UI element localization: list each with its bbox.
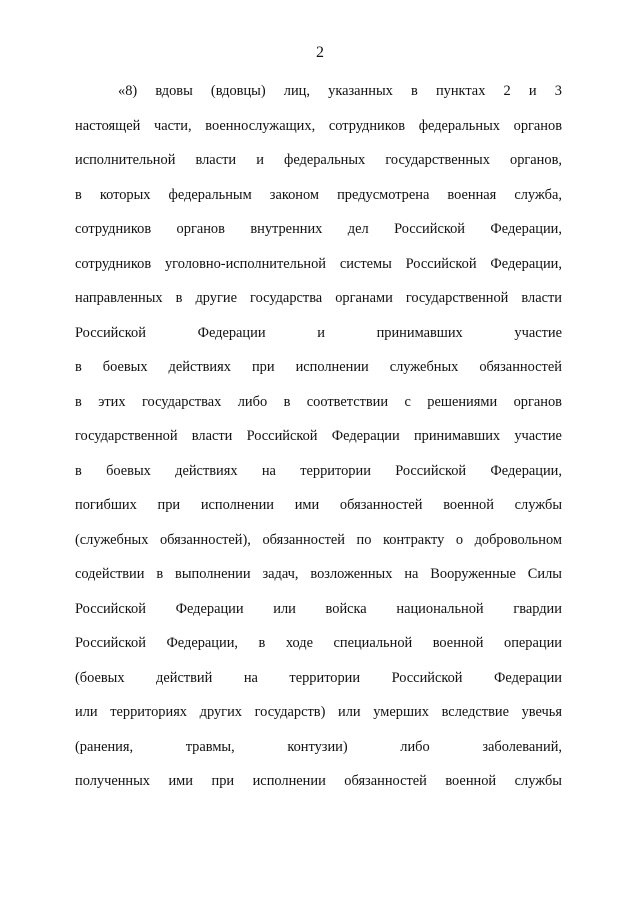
word: принимавших xyxy=(376,324,463,341)
text-line xyxy=(75,287,562,322)
word: государств) xyxy=(254,704,326,720)
word: 2 xyxy=(503,83,511,99)
word: национальной xyxy=(396,600,484,617)
word: в xyxy=(258,635,266,651)
word: лиц, xyxy=(283,83,310,99)
word: задач, xyxy=(262,566,299,582)
word: других xyxy=(199,704,242,720)
word: исполнении xyxy=(200,497,274,513)
word: в xyxy=(75,359,82,375)
word: участие xyxy=(514,428,562,444)
word: сотрудников xyxy=(75,221,152,237)
word: контракту xyxy=(382,531,445,548)
word: военной xyxy=(432,635,484,651)
word: обязанностей xyxy=(339,497,423,513)
word: обязанностей xyxy=(479,359,562,375)
word: «8) xyxy=(118,83,138,99)
word: увечья xyxy=(521,704,562,720)
word: участие xyxy=(514,324,562,341)
word: Вооруженные xyxy=(430,566,516,582)
text-line xyxy=(75,218,562,253)
word: Российской xyxy=(75,324,146,341)
word: действиях xyxy=(168,359,231,375)
word: контузии) xyxy=(287,738,348,755)
text-line xyxy=(75,391,562,426)
word: гвардии xyxy=(513,600,562,617)
word: 3 xyxy=(554,83,562,99)
word: федеральных xyxy=(418,117,500,134)
word: законом xyxy=(269,186,320,203)
word: по xyxy=(356,531,372,548)
word: этих xyxy=(98,393,126,410)
word: умерших xyxy=(373,704,429,720)
word: и xyxy=(528,83,537,99)
word: на xyxy=(261,462,276,479)
word: вследствие xyxy=(441,704,509,720)
word: государственных xyxy=(385,152,490,168)
word: с xyxy=(404,393,411,410)
word: в xyxy=(75,393,82,410)
word: военной xyxy=(445,773,497,789)
word: территориях xyxy=(110,704,188,720)
text-line xyxy=(75,460,562,495)
word: другие xyxy=(195,290,237,306)
word: службы xyxy=(514,497,562,513)
text-line xyxy=(75,253,562,288)
word: службы xyxy=(514,773,562,789)
text-line xyxy=(75,184,562,219)
word: погибших xyxy=(75,497,137,513)
word: в xyxy=(156,566,164,582)
word: части, xyxy=(153,117,192,134)
word: военная xyxy=(447,186,497,203)
word: при xyxy=(157,497,181,513)
word: боевых xyxy=(102,359,148,375)
word: системы xyxy=(339,255,392,272)
word: обязанностей), xyxy=(159,531,251,548)
word: решениями xyxy=(427,393,498,410)
text-line xyxy=(75,494,562,529)
word: содействии xyxy=(75,566,145,582)
text-line xyxy=(75,356,562,391)
word: государственной xyxy=(405,290,509,306)
word: власти xyxy=(195,152,237,168)
word: действиях xyxy=(175,462,238,479)
word: в xyxy=(75,462,82,479)
word: травмы, xyxy=(185,738,235,755)
word: вдовы xyxy=(155,83,193,99)
word: Федерации xyxy=(197,324,266,341)
word: и xyxy=(256,152,264,168)
word: выполнении xyxy=(175,566,251,582)
word: в xyxy=(175,290,183,306)
word: в xyxy=(410,83,418,99)
word: при xyxy=(251,359,275,375)
word: которых xyxy=(99,186,151,203)
word: предусмотрена xyxy=(337,186,430,203)
word: федеральным xyxy=(168,186,252,203)
word: исполнении xyxy=(295,359,369,375)
word: исполнительной xyxy=(75,152,176,168)
word: заболеваний, xyxy=(482,738,562,755)
word: Федерации xyxy=(331,428,400,444)
text-line xyxy=(75,770,562,805)
text-line xyxy=(75,529,562,564)
text-line xyxy=(75,425,562,460)
text-line xyxy=(75,632,562,667)
word: уголовно-исполнительной xyxy=(164,255,326,272)
word: либо xyxy=(237,393,268,410)
word: органов, xyxy=(510,152,562,168)
word: или xyxy=(338,704,361,720)
word: Федерации, xyxy=(166,635,238,651)
word: государственной xyxy=(75,428,178,444)
word: власти xyxy=(521,290,562,306)
word: либо xyxy=(400,738,430,755)
word: при xyxy=(211,773,235,789)
body-text xyxy=(75,80,562,805)
word: сотрудников xyxy=(328,117,405,134)
word: (боевых xyxy=(75,669,125,686)
word: Российской xyxy=(395,462,467,479)
word: Российской xyxy=(405,255,477,272)
word: Федерации xyxy=(175,600,244,617)
word: Федерации, xyxy=(490,255,562,272)
word: органов xyxy=(513,393,562,410)
word: войска xyxy=(325,600,367,617)
word: органов xyxy=(176,221,225,237)
word: обязанностей xyxy=(262,531,346,548)
word: на xyxy=(404,566,419,582)
text-line xyxy=(75,322,562,357)
word: Российской xyxy=(246,428,318,444)
word: Российской xyxy=(391,669,463,686)
word: исполнении xyxy=(252,773,326,789)
word: Федерации xyxy=(494,669,562,686)
word: Федерации, xyxy=(490,221,562,237)
word: органов xyxy=(513,117,562,134)
word: указанных xyxy=(328,83,393,99)
word: возложенных xyxy=(310,566,393,582)
word: добровольном xyxy=(474,531,562,548)
word: ими xyxy=(294,497,320,513)
page-number: 2 xyxy=(316,44,324,61)
word: власти xyxy=(191,428,233,444)
text-line xyxy=(75,598,562,633)
word: (вдовцы) xyxy=(210,83,266,99)
word: сотрудников xyxy=(75,255,152,272)
word: государства xyxy=(250,290,323,306)
word: военной xyxy=(443,497,494,513)
text-line xyxy=(75,563,562,598)
word: Силы xyxy=(527,566,562,582)
word: в xyxy=(283,393,291,410)
word: обязанностей xyxy=(344,773,427,789)
word: на xyxy=(243,669,258,686)
word: пунктах xyxy=(435,83,486,99)
word: (служебных xyxy=(75,531,149,548)
word: органами xyxy=(335,290,393,306)
word: государствах xyxy=(141,393,222,410)
word: Российской xyxy=(75,635,146,651)
word: действий xyxy=(156,669,213,686)
word: операции xyxy=(504,635,562,651)
word: ими xyxy=(168,773,193,789)
word: внутренних xyxy=(250,221,323,237)
word: боевых xyxy=(106,462,151,479)
word: служебных xyxy=(389,359,459,375)
word: и xyxy=(317,324,325,341)
text-line xyxy=(75,736,562,771)
word: настоящей xyxy=(75,117,141,134)
word: или xyxy=(75,704,98,720)
text-line xyxy=(75,701,562,736)
word: Российской xyxy=(394,221,465,237)
text-line xyxy=(75,80,562,115)
word: территории xyxy=(300,462,371,479)
word: специальной xyxy=(333,635,413,651)
text-line xyxy=(75,149,562,184)
word: или xyxy=(273,600,296,617)
word: принимавших xyxy=(413,428,501,444)
word: ходе xyxy=(285,635,313,651)
word: федеральных xyxy=(284,152,366,168)
text-line xyxy=(75,115,562,150)
word: соответствии xyxy=(306,393,389,410)
word: Российской xyxy=(75,600,146,617)
word: в xyxy=(75,186,82,203)
word: служба, xyxy=(514,186,562,203)
word: дел xyxy=(347,221,369,237)
text-line xyxy=(75,667,562,702)
word: полученных xyxy=(75,773,150,789)
word: военнослужащих, xyxy=(205,117,316,134)
word: о xyxy=(455,531,464,548)
word: (ранения, xyxy=(75,738,134,755)
word: территории xyxy=(289,669,361,686)
word: Федерации, xyxy=(490,462,562,479)
word: направленных xyxy=(75,290,163,306)
